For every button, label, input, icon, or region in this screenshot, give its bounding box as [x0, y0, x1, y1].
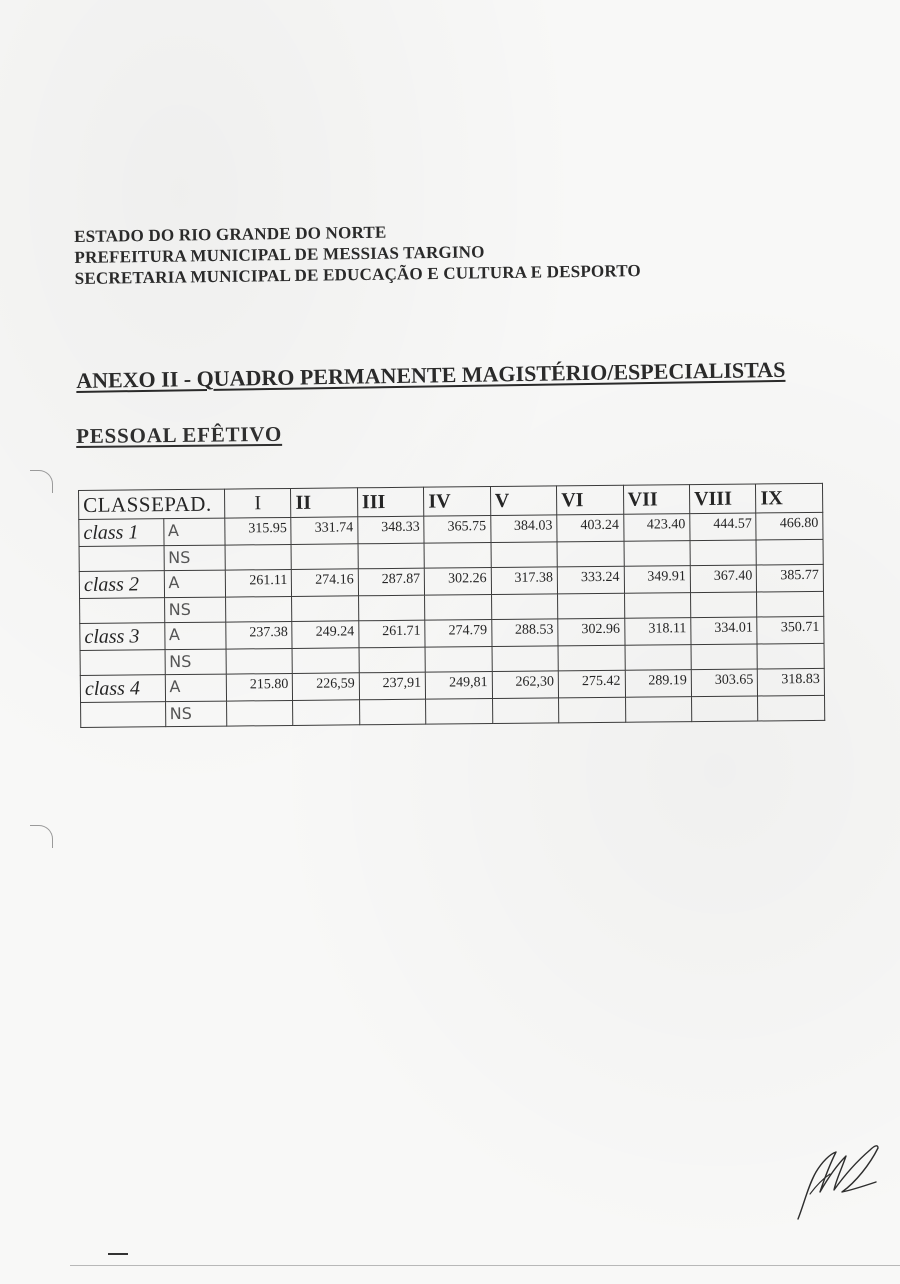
- level-header: I: [224, 488, 291, 518]
- salary-value-cell: [625, 697, 692, 723]
- punch-hole-mark: [30, 825, 53, 848]
- level-cell: NS: [164, 545, 226, 571]
- salary-value-cell: 367.40: [690, 565, 757, 593]
- salary-value-cell: [557, 541, 624, 567]
- salary-value-cell: 385.77: [757, 564, 824, 592]
- salary-value-cell: 237.38: [226, 621, 293, 649]
- salary-value-cell: 403.24: [557, 514, 624, 542]
- salary-value-cell: 350.71: [757, 616, 824, 644]
- header-prefecture: PREFEITURA MUNICIPAL DE MESSIAS TARGINO: [74, 242, 485, 267]
- level-cell: A: [163, 518, 225, 546]
- salary-value-cell: [756, 539, 823, 565]
- class-label-cell: [79, 546, 164, 572]
- document-header: [74, 216, 775, 289]
- salary-value-cell: [492, 646, 559, 672]
- salary-value-cell: [625, 645, 692, 671]
- salary-value-cell: 274.16: [292, 569, 359, 597]
- salary-value-cell: 334.01: [691, 617, 758, 645]
- salary-value-cell: 423.40: [623, 514, 690, 542]
- salary-value-cell: [425, 595, 492, 621]
- salary-value-cell: [624, 541, 691, 567]
- level-header: VII: [623, 485, 690, 515]
- salary-value-cell: [491, 594, 558, 620]
- salary-value-cell: 384.03: [490, 515, 557, 543]
- salary-value-cell: 289.19: [625, 670, 692, 698]
- level-cell: A: [164, 622, 226, 650]
- salary-value-cell: 466.80: [756, 512, 823, 540]
- salary-value-cell: [226, 596, 293, 622]
- salary-value-cell: [426, 699, 493, 725]
- salary-value-cell: 303.65: [691, 669, 758, 697]
- level-header: V: [490, 486, 557, 516]
- level-header: IV: [424, 487, 491, 517]
- level-cell: A: [165, 674, 227, 702]
- salary-value-cell: [558, 645, 625, 671]
- level-cell: A: [164, 570, 226, 598]
- salary-value-cell: 318.83: [758, 668, 825, 696]
- salary-value-cell: [225, 544, 292, 570]
- class-label-cell: [80, 650, 165, 676]
- salary-value-cell: [358, 595, 425, 621]
- salary-table-container: [78, 483, 825, 728]
- salary-value-cell: [558, 593, 625, 619]
- level-cell: NS: [165, 701, 227, 727]
- salary-value-cell: [226, 648, 293, 674]
- level-header: VIII: [690, 484, 757, 514]
- header-secretariat: SECRETARIA MUNICIPAL DE EDUCAÇÃO E CULTURA E DESPORTO: [74, 261, 642, 288]
- level-cell: NS: [165, 649, 227, 675]
- salary-value-cell: 365.75: [424, 516, 491, 544]
- salary-value-cell: 333.24: [557, 566, 624, 594]
- salary-value-cell: [359, 699, 426, 725]
- salary-value-cell: 261.11: [225, 569, 292, 597]
- salary-value-cell: [424, 543, 491, 569]
- class-label-cell: class 1: [79, 519, 164, 547]
- class-label-cell: [81, 702, 166, 728]
- salary-value-cell: 331.74: [291, 517, 358, 545]
- salary-value-cell: [292, 596, 359, 622]
- level-header: II: [291, 488, 358, 518]
- salary-value-cell: [690, 540, 757, 566]
- salary-value-cell: 237,91: [359, 672, 426, 700]
- class-label-cell: class 4: [80, 675, 165, 703]
- salary-value-cell: 261.71: [359, 620, 426, 648]
- salary-value-cell: [691, 592, 758, 618]
- salary-value-cell: 302.96: [558, 618, 625, 646]
- salary-value-cell: 349.91: [624, 566, 691, 594]
- class-label-cell: class 3: [80, 623, 165, 651]
- salary-value-cell: 249,81: [426, 672, 493, 700]
- salary-value-cell: [291, 544, 358, 570]
- level-cell: NS: [164, 597, 226, 623]
- level-header: IX: [756, 483, 823, 513]
- salary-value-cell: 318.11: [624, 618, 691, 646]
- salary-value-cell: [492, 698, 559, 724]
- salary-value-cell: [757, 643, 824, 669]
- salary-value-cell: 317.38: [491, 567, 558, 595]
- salary-value-cell: [692, 696, 759, 722]
- salary-value-cell: 315.95: [225, 517, 292, 545]
- corner-header: CLASSEPAD.: [79, 489, 225, 519]
- salary-value-cell: 226,59: [293, 673, 360, 701]
- signature-mark: [790, 1134, 885, 1224]
- header-state: ESTADO DO RIO GRANDE DO NORTE: [74, 222, 387, 246]
- salary-value-cell: [425, 647, 492, 673]
- salary-value-cell: 275.42: [558, 670, 625, 698]
- salary-value-cell: [757, 591, 824, 617]
- salary-value-cell: 348.33: [358, 516, 425, 544]
- footer-dash: [108, 1253, 128, 1255]
- salary-value-cell: 274.79: [425, 620, 492, 648]
- staff-title: PESSOAL EFÊTIVO: [76, 421, 283, 448]
- class-label-cell: class 2: [79, 571, 164, 599]
- salary-value-cell: 249.24: [292, 621, 359, 649]
- salary-table: [78, 483, 825, 728]
- salary-value-cell: 288.53: [491, 619, 558, 647]
- salary-value-cell: 287.87: [358, 568, 425, 596]
- footer-rule: [70, 1265, 900, 1266]
- punch-hole-mark: [30, 470, 53, 493]
- salary-value-cell: 262,30: [492, 671, 559, 699]
- class-label-cell: [80, 598, 165, 624]
- level-header: III: [357, 487, 424, 517]
- salary-value-cell: 444.57: [690, 513, 757, 541]
- salary-value-cell: [691, 644, 758, 670]
- salary-value-cell: [227, 700, 294, 726]
- salary-value-cell: [293, 700, 360, 726]
- salary-value-cell: [359, 647, 426, 673]
- salary-value-cell: [491, 542, 558, 568]
- table-body: [79, 512, 825, 727]
- salary-value-cell: [559, 697, 626, 723]
- salary-value-cell: 302.26: [425, 568, 492, 596]
- salary-value-cell: [624, 593, 691, 619]
- annex-title: ANEXO II - QUADRO PERMANENTE MAGISTÉRIO/ESPECIALISTAS: [76, 356, 786, 393]
- salary-value-cell: 215.80: [226, 673, 293, 701]
- level-header: VI: [557, 485, 624, 515]
- salary-value-cell: [358, 543, 425, 569]
- salary-value-cell: [758, 695, 825, 721]
- salary-value-cell: [292, 648, 359, 674]
